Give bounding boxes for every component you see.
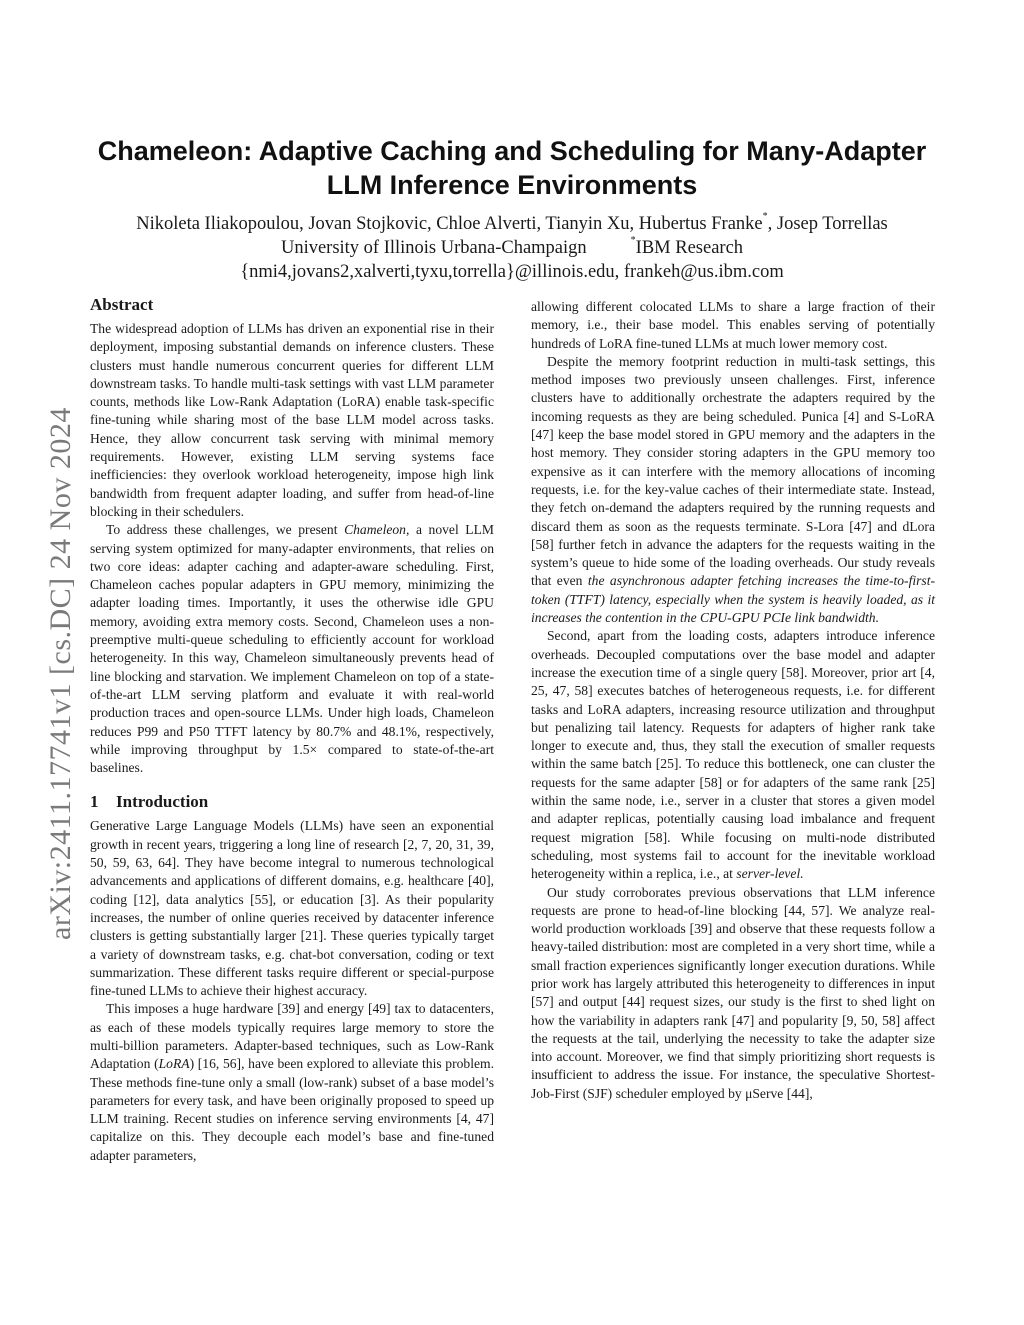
intro-p2-emphasis: LoRA xyxy=(158,1056,190,1072)
abstract-p2-text-a: To address these challenges, we present xyxy=(106,522,345,538)
right-p2-emphasis: the asynchronous adapter fetching increases the time-to-first-token (TTFT) latency, especially when the system is heavily loaded, as it increases the contention in the CPU-GPU PCIe link bandwidth. xyxy=(531,573,936,626)
abstract-heading: Abstract xyxy=(90,295,154,314)
right-p3-emphasis: server-level. xyxy=(736,866,804,882)
introduction-heading xyxy=(90,791,494,813)
author-emails: {nmi4,jovans2,xalverti,tyxu,torrella}@illinois.edu, frankeh@us.ibm.com xyxy=(240,262,784,282)
affiliations xyxy=(80,236,944,260)
abstract-p2-text-b: , a novel LLM serving system optimized for many-adapter environments, that relies on two core ideas: adapter caching and adapter-aware scheduling. First, Chameleon caches popular adapters in GPU memory, minimizing the adapter loading times. Importantly, it uses the otherwise idle GPU memory, avoiding extra memory costs. Second, Chameleon uses a non-preemptive multi-queue scheduling to efficiently account for workload heterogeneity. In this way, Chameleon simultaneously prevents head of line blocking and starvation. We implement Chameleon on top of a state-of-the-art LLM serving platform and evaluate it with real-world production traces and open-source LLMs. Under high loads, Chameleon reduces P99 and P50 TTFT latency by 80.7% and 48.1%, respectively, while improving throughput by 1.5× compared to state-of-the-art baselines. xyxy=(90,522,494,776)
intro-paragraph-2 xyxy=(90,1000,494,1165)
intro-paragraph-1: Generative Large Language Models (LLMs) have seen an exponential growth in recent years, triggering a long line of research [2, 7, 20, 31, 39, 50, 59, 63, 64]. They have become integral to numerous technological advancements and applications of different domains, e.g. healthcare [40], coding [12], data analytics [55], or education [3]. As their popularity increases, the number of online queries received by datacenter inference clusters is getting substantially larger [21]. These queries typically target a variety of downstream tasks, e.g. chat-bot conversation, coding or text summarization. These different tasks require different or special-purpose fine-tuned LLMs to achieve their highest accuracy. xyxy=(90,818,494,999)
author-list xyxy=(80,212,944,236)
affiliation-mark-ibm: * xyxy=(630,235,636,246)
right-paragraph-2 xyxy=(531,353,935,627)
abstract-p2-emphasis: Chameleon xyxy=(344,522,406,538)
right-p3-text-a: Second, apart from the loading costs, adapters introduce inference overheads. Decoupled computations over the base model and adapter increase the execution time of a single query [58]. Moreover, prior art [4, 25, 47, 58] executes batches of heterogeneous requests, i.e. for different tasks and LoRA adapters, increasing resource utilization and throughput but penalizing tail latency. Requests for adapters of higher rank take longer to execute and, thus, they stall the execution of smaller requests within the same batch [25]. To reduce this bottleneck, one can cluster the requests for the same adapter [58] or for adapters of the same rank [25] within the same node, i.e., server in a cluster that stores a given model and adapter replicas, potentially causing load imbalance and frequent request migration [58]. While focusing on multi-node distributed scheduling, most systems fail to account for the inevitable workload heterogeneity within a replica, i.e., at xyxy=(531,628,935,882)
right-paragraph-3 xyxy=(531,627,935,883)
right-p2-text-a: Despite the memory footprint reduction in multi-task settings, this method imposes two previously unseen challenges. First, inference clusters have to additionally orchestrate the adapters required by the incoming requests as they are being scheduled. Punica [4] and S-LoRA [47] keep the base model stored in GPU memory and the adapters in the host memory. They consider storing adapters in the GPU memory too expensive as it can interfere with the memory allocations of incoming requests, i.e. for the key-value caches of their intermediate state. Instead, they fetch on-demand the adapters required by the running requests and discard them as soon as the requests terminate. S-Lora [47] and dLora [58] further fetch in advance the adapters for the requests waiting in the system’s queue to hide some of the loading overheads. Our study reveals that even xyxy=(531,353,935,589)
right-paragraph-4: Our study corroborates previous observations that LLM inference requests are prone to head-of-line blocking [44, 57]. We analyze real-world production workloads [39] and observe that these requests follow a heavy-tailed distribution: most are completed in a very short time, while a small fraction experiences significantly longer execution durations. While prior work has largely attributed this heterogeneity to differences in input [57] and output [44] request sizes, our study is the first to shed light on how the variability in adapters rank [47] and popularity [9, 50, 58] affect the requests at the tail, underlying the necessity to take the adapter size into account. Moreover, we find that simply prioritizing short requests is insufficient to address the issue. For instance, the speculative Shortest-Job-First (SJF) scheduler employed by μServe [44], xyxy=(531,884,935,1101)
intro-p2-text-b: ) [16, 56], have been explored to alleviate this problem. These methods fine-tune only a small (low-rank) subset of a base model’s parameters for every task, and have been originally proposed to speed up LLM training. Recent studies on inference serving environments [4, 47] capitalize on this. They decouple each model’s base and fine-tuned adapter parameters, xyxy=(90,1056,495,1163)
right-column xyxy=(531,298,935,1103)
paper-title: Chameleon: Adaptive Caching and Scheduling for Many-Adapter LLM Inference Environments xyxy=(97,136,927,200)
arxiv-identifier: arXiv:2411.17741v1 [cs.DC] 24 Nov 2024 xyxy=(44,407,77,940)
authors-tail: , Josep Torrellas xyxy=(767,214,888,234)
section-title: Introduction xyxy=(116,792,209,812)
authors-main: Nikoleta Iliakopoulou, Jovan Stojkovic, Chloe Alverti, Tianyin Xu, Hubertus Franke xyxy=(136,214,763,234)
affiliation-uiuc: University of Illinois Urbana-Champaign xyxy=(280,238,587,258)
affiliation-mark: * xyxy=(762,211,768,222)
intro-p2-text-a: This imposes a huge hardware [39] and energy [49] tax to datacenters, as each of these models typically requires large memory to store the multi-billion parameters. Adapter-based techniques, such as Low-Rank Adaptation ( xyxy=(90,1001,494,1072)
affiliation-ibm: IBM Research xyxy=(635,238,744,258)
left-column xyxy=(90,294,494,1165)
right-paragraph-1: allowing different colocated LLMs to share a large fraction of their memory, i.e., their base model. This enables serving of potentially hundreds of LoRA fine-tuned LLMs at much lower memory cost. xyxy=(531,299,935,351)
abstract-paragraph-1: The widespread adoption of LLMs has driven an exponential rise in their deployment, imposing substantial demands on inference clusters. These clusters must handle numerous concurrent queries for different LLM downstream tasks. To handle multi-task settings with vast LLM parameter counts, methods like Low-Rank Adaptation (LoRA) enable task-specific fine-tuning while sharing most of the base LLM model across tasks. Hence, they allow concurrent task serving with minimal memory requirements. However, existing LLM serving systems face inefficiencies: they overlook workload heterogeneity, impose high link bandwidth from frequent adapter loading, and suffer from head-of-line blocking in their schedulers. xyxy=(90,321,494,519)
abstract-paragraph-2 xyxy=(90,521,494,777)
section-number: 1 xyxy=(90,792,99,812)
